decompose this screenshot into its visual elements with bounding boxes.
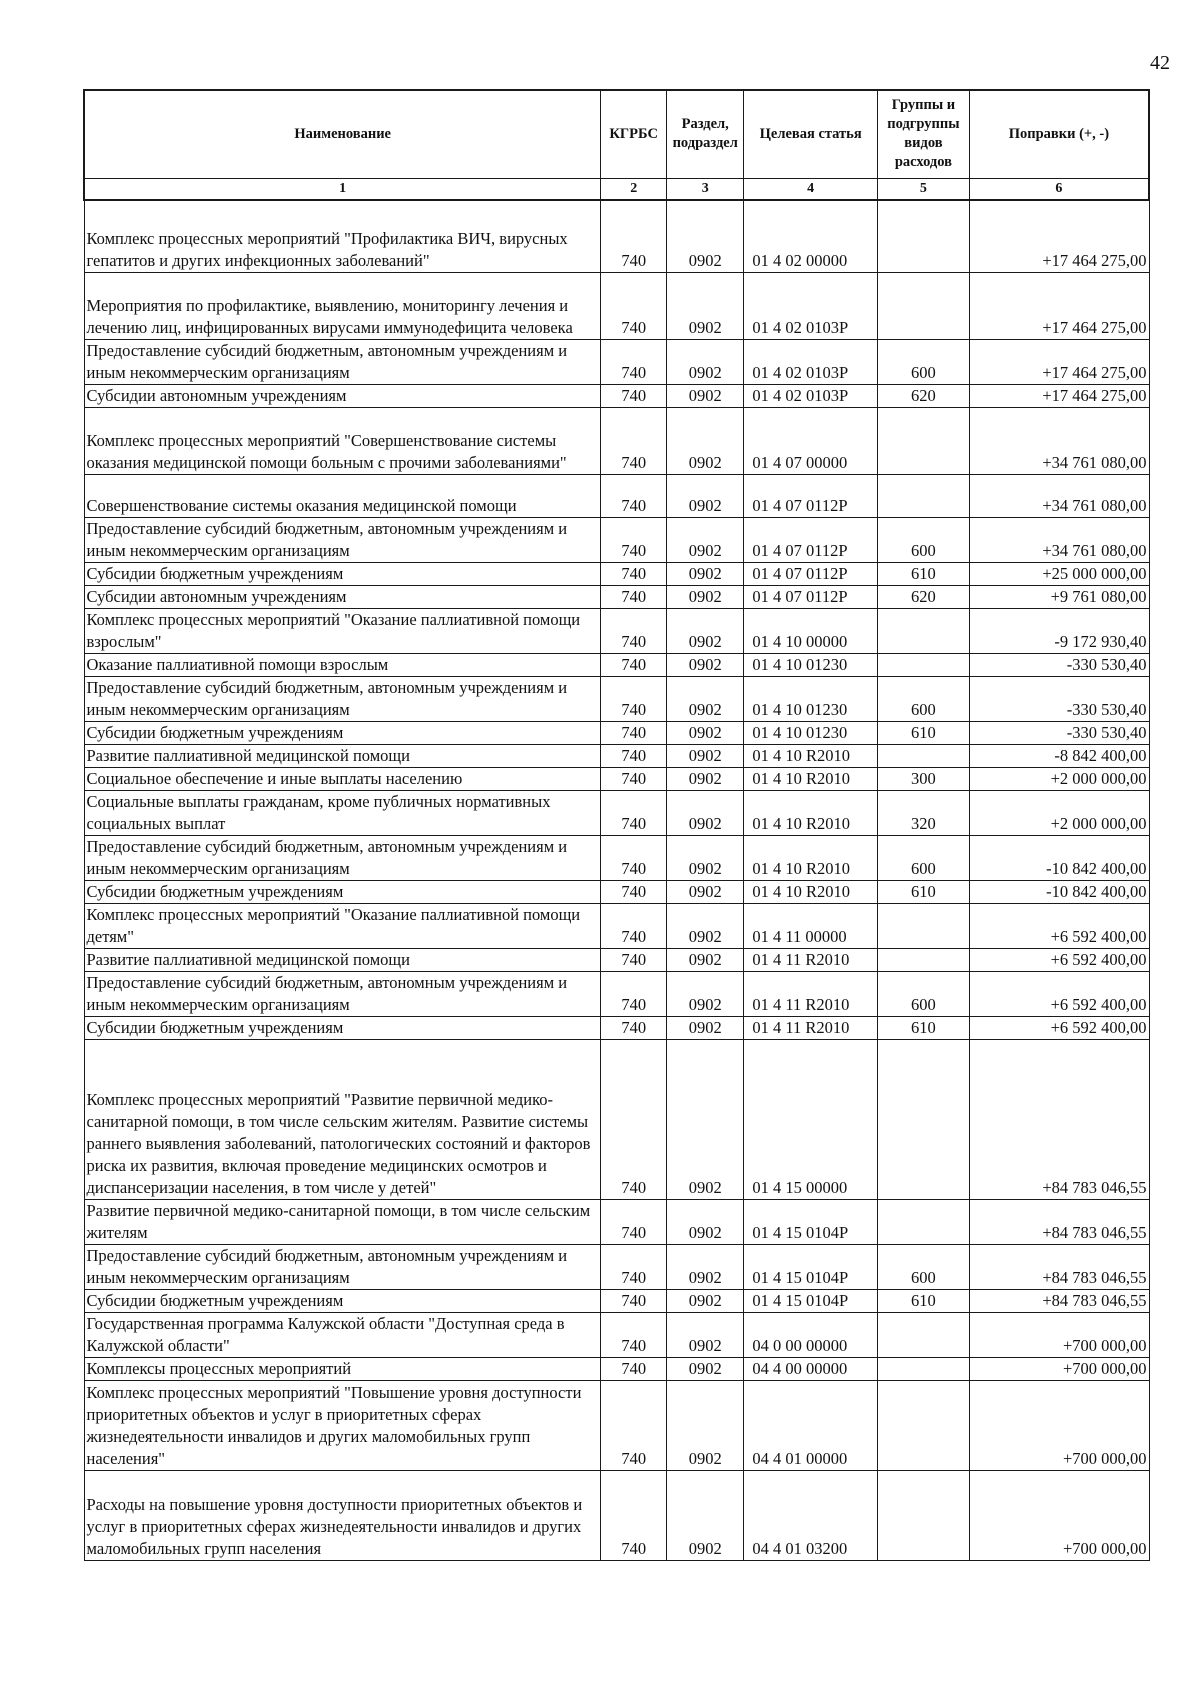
cell-tselevaya: 01 4 07 0112Р (744, 518, 878, 563)
cell-gruppy (877, 654, 969, 677)
cell-popravki: -9 172 930,40 (969, 609, 1149, 654)
cell-popravki: +25 000 000,00 (969, 563, 1149, 586)
cell-popravki: +84 783 046,55 (969, 1040, 1149, 1200)
cell-gruppy (877, 609, 969, 654)
cell-tselevaya: 01 4 11 00000 (744, 904, 878, 949)
table-row (84, 563, 1149, 586)
cell-popravki: +17 464 275,00 (969, 273, 1149, 340)
cell-tselevaya: 01 4 10 R2010 (744, 881, 878, 904)
cell-gruppy: 620 (877, 586, 969, 609)
cell-popravki: -330 530,40 (969, 722, 1149, 745)
cell-kgrbs: 740 (601, 475, 667, 518)
cell-popravki: +9 761 080,00 (969, 586, 1149, 609)
cell-naimenovanie: Субсидии автономным учреждениям (84, 586, 601, 609)
cell-tselevaya: 01 4 02 0103Р (744, 385, 878, 408)
cell-kgrbs: 740 (601, 654, 667, 677)
cell-kgrbs: 740 (601, 1290, 667, 1313)
cell-razdel: 0902 (667, 1040, 744, 1200)
cell-popravki: -330 530,40 (969, 677, 1149, 722)
cell-naimenovanie: Предоставление субсидий бюджетным, автономным учреждениям и иным некоммерческим организациям (84, 677, 601, 722)
cell-razdel: 0902 (667, 1290, 744, 1313)
table-row (84, 1200, 1149, 1245)
cell-kgrbs: 740 (601, 1245, 667, 1290)
cell-razdel: 0902 (667, 836, 744, 881)
cell-tselevaya: 01 4 02 0103Р (744, 273, 878, 340)
cell-popravki: +700 000,00 (969, 1471, 1149, 1561)
cell-popravki: -10 842 400,00 (969, 836, 1149, 881)
cell-naimenovanie: Оказание паллиативной помощи взрослым (84, 654, 601, 677)
cell-naimenovanie: Субсидии автономным учреждениям (84, 385, 601, 408)
cell-naimenovanie: Социальные выплаты гражданам, кроме публичных нормативных социальных выплат (84, 791, 601, 836)
column-number: 5 (877, 178, 969, 200)
column-number-row (84, 178, 1149, 200)
cell-kgrbs: 740 (601, 1313, 667, 1358)
cell-gruppy (877, 1358, 969, 1381)
cell-razdel: 0902 (667, 1381, 744, 1471)
cell-tselevaya: 01 4 07 0112Р (744, 563, 878, 586)
cell-gruppy: 320 (877, 791, 969, 836)
cell-gruppy (877, 1471, 969, 1561)
cell-naimenovanie: Субсидии бюджетным учреждениям (84, 1017, 601, 1040)
cell-tselevaya: 01 4 10 01230 (744, 677, 878, 722)
cell-naimenovanie: Предоставление субсидий бюджетным, автономным учреждениям и иным некоммерческим организациям (84, 836, 601, 881)
cell-kgrbs: 740 (601, 745, 667, 768)
table-row (84, 904, 1149, 949)
cell-naimenovanie: Предоставление субсидий бюджетным, автономным учреждениям и иным некоммерческим организациям (84, 340, 601, 385)
table-row (84, 768, 1149, 791)
budget-amendments-table (83, 89, 1150, 1561)
column-number: 6 (969, 178, 1149, 200)
cell-tselevaya: 01 4 10 00000 (744, 609, 878, 654)
table-row (84, 745, 1149, 768)
column-number: 4 (744, 178, 878, 200)
cell-gruppy (877, 1313, 969, 1358)
cell-kgrbs: 740 (601, 1358, 667, 1381)
cell-razdel: 0902 (667, 475, 744, 518)
cell-tselevaya: 01 4 10 R2010 (744, 745, 878, 768)
table-row (84, 677, 1149, 722)
cell-tselevaya: 04 4 01 00000 (744, 1381, 878, 1471)
cell-gruppy (877, 1200, 969, 1245)
cell-naimenovanie: Предоставление субсидий бюджетным, автономным учреждениям и иным некоммерческим организациям (84, 972, 601, 1017)
cell-popravki: +2 000 000,00 (969, 768, 1149, 791)
header-gruppy: Группы и подгруппы видов расходов (877, 90, 969, 178)
cell-popravki: +6 592 400,00 (969, 949, 1149, 972)
cell-kgrbs: 740 (601, 609, 667, 654)
cell-kgrbs: 740 (601, 1040, 667, 1200)
cell-tselevaya: 04 4 01 03200 (744, 1471, 878, 1561)
cell-gruppy: 610 (877, 881, 969, 904)
cell-tselevaya: 01 4 11 R2010 (744, 949, 878, 972)
cell-popravki: +84 783 046,55 (969, 1200, 1149, 1245)
cell-tselevaya: 01 4 02 0103Р (744, 340, 878, 385)
cell-tselevaya: 01 4 11 R2010 (744, 1017, 878, 1040)
table-row (84, 385, 1149, 408)
table-row (84, 1381, 1149, 1471)
cell-naimenovanie: Развитие первичной медико-санитарной помощи, в том числе сельским жителям (84, 1200, 601, 1245)
cell-tselevaya: 04 0 00 00000 (744, 1313, 878, 1358)
table-header-row (84, 90, 1149, 178)
cell-popravki: +34 761 080,00 (969, 408, 1149, 475)
cell-gruppy (877, 408, 969, 475)
page-number: 42 (1150, 52, 1170, 74)
table-row (84, 1017, 1149, 1040)
header-naimenovanie: Наименование (84, 90, 601, 178)
cell-tselevaya: 01 4 15 0104Р (744, 1290, 878, 1313)
table-row (84, 1245, 1149, 1290)
table-row (84, 609, 1149, 654)
cell-razdel: 0902 (667, 609, 744, 654)
cell-tselevaya: 01 4 15 0104Р (744, 1245, 878, 1290)
cell-naimenovanie: Субсидии бюджетным учреждениям (84, 881, 601, 904)
cell-popravki: -330 530,40 (969, 654, 1149, 677)
cell-tselevaya: 01 4 11 R2010 (744, 972, 878, 1017)
cell-popravki: +700 000,00 (969, 1313, 1149, 1358)
header-tselevaya: Целевая статья (744, 90, 878, 178)
cell-naimenovanie: Социальное обеспечение и иные выплаты населению (84, 768, 601, 791)
cell-naimenovanie: Субсидии бюджетным учреждениям (84, 1290, 601, 1313)
cell-naimenovanie: Комплекс процессных мероприятий "Оказание паллиативной помощи детям" (84, 904, 601, 949)
cell-popravki: +84 783 046,55 (969, 1245, 1149, 1290)
cell-gruppy: 600 (877, 340, 969, 385)
table-row (84, 200, 1149, 273)
cell-razdel: 0902 (667, 881, 744, 904)
cell-gruppy: 300 (877, 768, 969, 791)
cell-razdel: 0902 (667, 200, 744, 273)
cell-kgrbs: 740 (601, 1017, 667, 1040)
cell-razdel: 0902 (667, 586, 744, 609)
cell-kgrbs: 740 (601, 518, 667, 563)
cell-kgrbs: 740 (601, 722, 667, 745)
cell-gruppy: 600 (877, 972, 969, 1017)
cell-gruppy (877, 1040, 969, 1200)
table-row (84, 1313, 1149, 1358)
cell-popravki: +6 592 400,00 (969, 1017, 1149, 1040)
cell-popravki: +700 000,00 (969, 1381, 1149, 1471)
table-row (84, 518, 1149, 563)
cell-tselevaya: 01 4 10 R2010 (744, 768, 878, 791)
cell-kgrbs: 740 (601, 200, 667, 273)
cell-kgrbs: 740 (601, 385, 667, 408)
column-number: 1 (84, 178, 601, 200)
cell-tselevaya: 01 4 07 00000 (744, 408, 878, 475)
table-row (84, 791, 1149, 836)
cell-popravki: +17 464 275,00 (969, 340, 1149, 385)
table-row (84, 340, 1149, 385)
cell-naimenovanie: Государственная программа Калужской области "Доступная среда в Калужской области" (84, 1313, 601, 1358)
table-row (84, 273, 1149, 340)
cell-tselevaya: 01 4 15 0104Р (744, 1200, 878, 1245)
cell-gruppy: 600 (877, 677, 969, 722)
cell-razdel: 0902 (667, 791, 744, 836)
table-row (84, 722, 1149, 745)
cell-naimenovanie: Предоставление субсидий бюджетным, автономным учреждениям и иным некоммерческим организациям (84, 1245, 601, 1290)
table-body (84, 200, 1149, 1561)
cell-popravki: +2 000 000,00 (969, 791, 1149, 836)
cell-gruppy: 610 (877, 722, 969, 745)
cell-gruppy (877, 949, 969, 972)
cell-razdel: 0902 (667, 949, 744, 972)
cell-tselevaya: 01 4 07 0112Р (744, 586, 878, 609)
cell-popravki: +17 464 275,00 (969, 200, 1149, 273)
table-row (84, 1358, 1149, 1381)
cell-naimenovanie: Комплексы процессных мероприятий (84, 1358, 601, 1381)
table-row (84, 949, 1149, 972)
cell-gruppy (877, 1381, 969, 1471)
cell-kgrbs: 740 (601, 904, 667, 949)
table-row (84, 408, 1149, 475)
column-number: 2 (601, 178, 667, 200)
cell-kgrbs: 740 (601, 881, 667, 904)
cell-naimenovanie: Субсидии бюджетным учреждениям (84, 563, 601, 586)
cell-gruppy: 610 (877, 1290, 969, 1313)
cell-popravki: +17 464 275,00 (969, 385, 1149, 408)
cell-razdel: 0902 (667, 340, 744, 385)
header-popravki: Поправки (+, -) (969, 90, 1149, 178)
cell-kgrbs: 740 (601, 1200, 667, 1245)
cell-razdel: 0902 (667, 904, 744, 949)
cell-kgrbs: 740 (601, 836, 667, 881)
cell-razdel: 0902 (667, 518, 744, 563)
cell-popravki: +84 783 046,55 (969, 1290, 1149, 1313)
table-row (84, 654, 1149, 677)
cell-gruppy (877, 904, 969, 949)
table-row (84, 1471, 1149, 1561)
cell-tselevaya: 01 4 10 R2010 (744, 791, 878, 836)
cell-naimenovanie: Комплекс процессных мероприятий "Оказание паллиативной помощи взрослым" (84, 609, 601, 654)
cell-naimenovanie: Расходы на повышение уровня доступности приоритетных объектов и услуг в приоритетных сферах жизнедеятельности инвалидов и других маломобильных групп населения (84, 1471, 601, 1561)
cell-kgrbs: 740 (601, 972, 667, 1017)
cell-razdel: 0902 (667, 563, 744, 586)
cell-naimenovanie: Развитие паллиативной медицинской помощи (84, 745, 601, 768)
cell-tselevaya: 01 4 10 01230 (744, 722, 878, 745)
cell-razdel: 0902 (667, 677, 744, 722)
table-row (84, 881, 1149, 904)
cell-razdel: 0902 (667, 1017, 744, 1040)
cell-razdel: 0902 (667, 385, 744, 408)
cell-gruppy (877, 475, 969, 518)
cell-razdel: 0902 (667, 722, 744, 745)
cell-naimenovanie: Комплекс процессных мероприятий "Развитие первичной медико-санитарной помощи, в том числе сельским жителям. Развитие системы раннего выявления заболеваний, патологических состояний и факторов риска их развития, включая проведение медицинских осмотров и диспансеризации населения, в том числе у детей" (84, 1040, 601, 1200)
table-row (84, 1040, 1149, 1200)
cell-razdel: 0902 (667, 972, 744, 1017)
cell-gruppy (877, 745, 969, 768)
cell-tselevaya: 01 4 02 00000 (744, 200, 878, 273)
cell-razdel: 0902 (667, 768, 744, 791)
cell-kgrbs: 740 (601, 408, 667, 475)
cell-kgrbs: 740 (601, 340, 667, 385)
cell-popravki: +34 761 080,00 (969, 518, 1149, 563)
cell-popravki: +34 761 080,00 (969, 475, 1149, 518)
cell-razdel: 0902 (667, 408, 744, 475)
table-row (84, 836, 1149, 881)
cell-popravki: +6 592 400,00 (969, 904, 1149, 949)
cell-gruppy: 600 (877, 836, 969, 881)
cell-kgrbs: 740 (601, 563, 667, 586)
cell-tselevaya: 01 4 07 0112Р (744, 475, 878, 518)
table-row (84, 972, 1149, 1017)
cell-popravki: -8 842 400,00 (969, 745, 1149, 768)
cell-naimenovanie: Мероприятия по профилактике, выявлению, мониторингу лечения и лечению лиц, инфицированных вирусами иммунодефицита человека (84, 273, 601, 340)
cell-razdel: 0902 (667, 1200, 744, 1245)
cell-kgrbs: 740 (601, 1471, 667, 1561)
cell-razdel: 0902 (667, 745, 744, 768)
cell-gruppy (877, 200, 969, 273)
cell-gruppy: 600 (877, 518, 969, 563)
header-kgrbs: КГРБС (601, 90, 667, 178)
cell-razdel: 0902 (667, 1313, 744, 1358)
cell-kgrbs: 740 (601, 677, 667, 722)
cell-kgrbs: 740 (601, 949, 667, 972)
table-row (84, 1290, 1149, 1313)
cell-gruppy: 610 (877, 1017, 969, 1040)
cell-naimenovanie: Комплекс процессных мероприятий "Совершенствование системы оказания медицинской помощи больным с прочими заболеваниями" (84, 408, 601, 475)
cell-naimenovanie: Комплекс процессных мероприятий "Повышение уровня доступности приоритетных объектов и услуг в приоритетных сферах жизнедеятельности инвалидов и других маломобильных групп населения" (84, 1381, 601, 1471)
cell-popravki: -10 842 400,00 (969, 881, 1149, 904)
cell-tselevaya: 01 4 10 R2010 (744, 836, 878, 881)
cell-kgrbs: 740 (601, 768, 667, 791)
cell-kgrbs: 740 (601, 273, 667, 340)
table-row (84, 586, 1149, 609)
cell-gruppy: 620 (877, 385, 969, 408)
cell-razdel: 0902 (667, 1358, 744, 1381)
cell-gruppy: 600 (877, 1245, 969, 1290)
cell-razdel: 0902 (667, 654, 744, 677)
column-number: 3 (667, 178, 744, 200)
cell-naimenovanie: Развитие паллиативной медицинской помощи (84, 949, 601, 972)
cell-gruppy: 610 (877, 563, 969, 586)
cell-naimenovanie: Совершенствование системы оказания медицинской помощи (84, 475, 601, 518)
cell-kgrbs: 740 (601, 586, 667, 609)
cell-tselevaya: 01 4 10 01230 (744, 654, 878, 677)
cell-razdel: 0902 (667, 273, 744, 340)
cell-kgrbs: 740 (601, 791, 667, 836)
cell-naimenovanie: Предоставление субсидий бюджетным, автономным учреждениям и иным некоммерческим организациям (84, 518, 601, 563)
header-razdel: Раздел, подраздел (667, 90, 744, 178)
cell-popravki: +700 000,00 (969, 1358, 1149, 1381)
table-row (84, 475, 1149, 518)
cell-naimenovanie: Субсидии бюджетным учреждениям (84, 722, 601, 745)
cell-razdel: 0902 (667, 1245, 744, 1290)
cell-popravki: +6 592 400,00 (969, 972, 1149, 1017)
cell-kgrbs: 740 (601, 1381, 667, 1471)
cell-gruppy (877, 273, 969, 340)
cell-razdel: 0902 (667, 1471, 744, 1561)
cell-tselevaya: 01 4 15 00000 (744, 1040, 878, 1200)
cell-naimenovanie: Комплекс процессных мероприятий "Профилактика ВИЧ, вирусных гепатитов и других инфекционных заболеваний" (84, 200, 601, 273)
cell-tselevaya: 04 4 00 00000 (744, 1358, 878, 1381)
